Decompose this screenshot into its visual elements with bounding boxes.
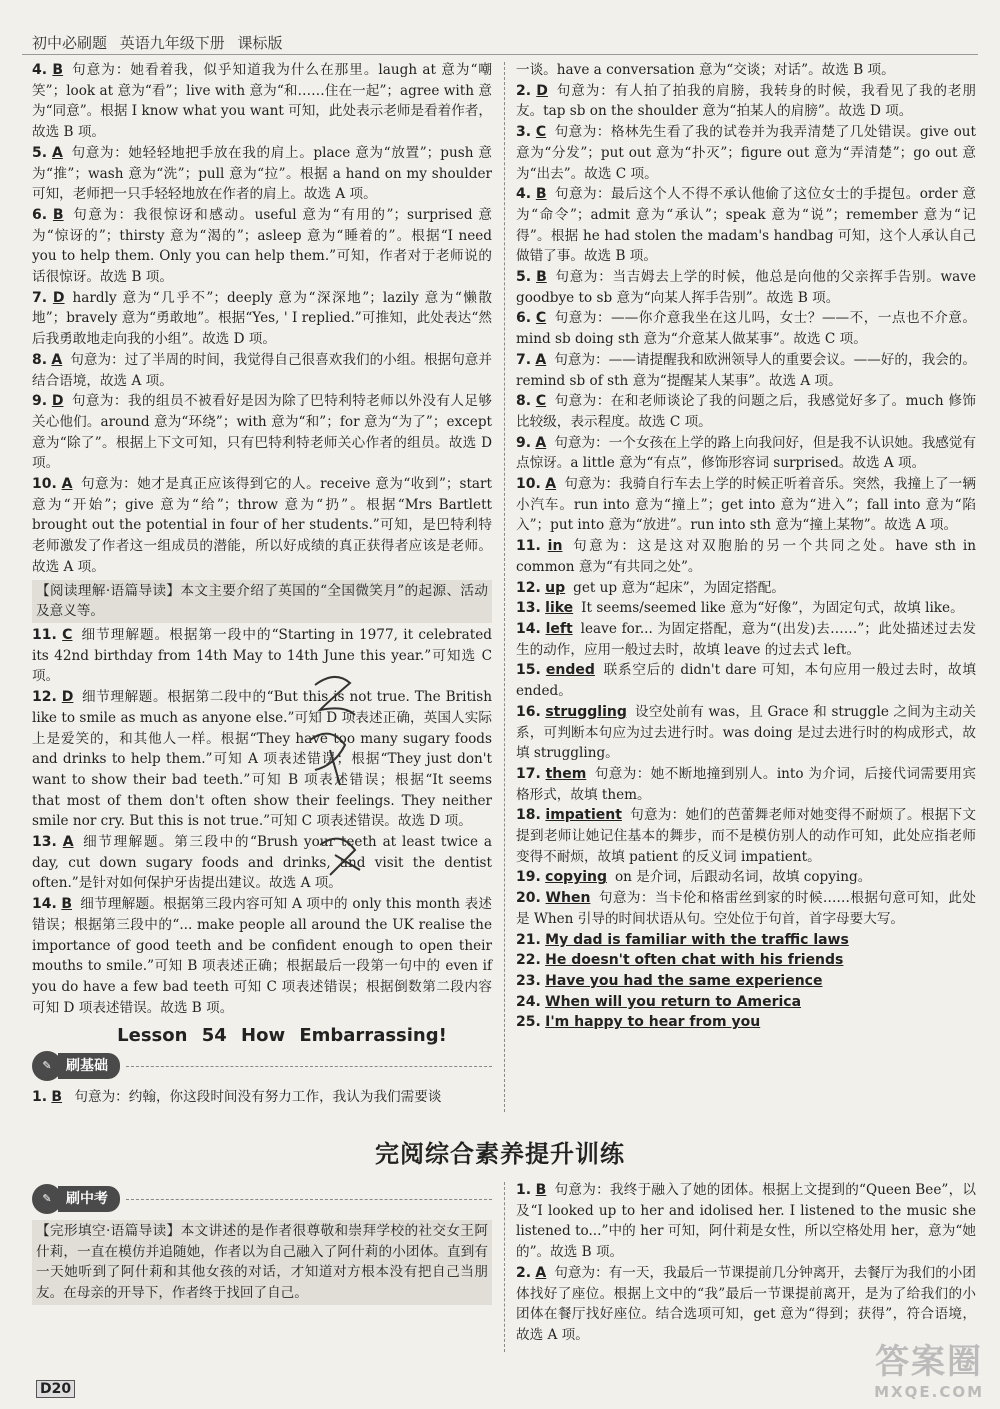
item-explanation: 句意为：这是这对双胞胎的另一个共同之处。have sth in common 意为“有共同之处”。 — [516, 538, 976, 575]
item-number: 21. — [516, 931, 541, 948]
item-answer: I'm happy to hear from you — [545, 1014, 761, 1031]
section-title: 完阅综合素养提升训练 — [375, 1140, 625, 1168]
item-number: 17. — [516, 765, 541, 782]
item-number: 12. — [32, 689, 57, 706]
answer-item — [32, 894, 492, 1018]
item-answer: B — [52, 62, 64, 78]
header-rule — [22, 54, 978, 55]
item-number: 5. — [516, 269, 532, 286]
answer-item — [516, 992, 976, 1013]
running-header: 初中必刷题 英语九年级下册 课标版 — [32, 34, 283, 52]
item-answer: C — [535, 393, 547, 410]
item-number: 1. — [32, 1089, 48, 1106]
answer-item — [516, 971, 976, 992]
item-explanation: 句意为：我的组员不被看好是因为除了巴特利特老师以外没有人足够关心他们。around 意为“环绕”；with 意为“和”；for 意为“为了”；except 意为“除了”。根据上下文可知，只有巴特利特老师关心作者的组员。故选 D 项。 — [32, 393, 492, 472]
item-answer: like — [545, 600, 574, 617]
answer-item — [32, 288, 492, 350]
item-number: 5. — [32, 144, 48, 161]
answer-item — [32, 1087, 492, 1108]
answer-item — [516, 433, 976, 474]
item-number: 7. — [32, 289, 48, 306]
answer-item — [516, 1180, 976, 1263]
answer-item — [516, 888, 976, 929]
item-number: 8. — [32, 351, 48, 368]
item-answer: in — [547, 538, 563, 555]
item-number: 9. — [516, 434, 532, 451]
item-explanation: 细节理解题。根据第一段中的“Starting in 1977, it celebrated its 42nd birthday from 14th May to 14th June this year.”可知选 C 项。 — [32, 626, 492, 685]
item-number: 18. — [516, 807, 541, 824]
item-answer: B — [52, 206, 64, 223]
answer-item — [516, 805, 976, 867]
item-explanation: get up 意为“起床”，为固定搭配。 — [573, 579, 785, 596]
item-explanation: 句意为：在和老师谈论了我的问题之后，我感觉好多了。much 修饰比较级，表示程度。故选 C 项。 — [516, 393, 976, 430]
answer-item — [516, 308, 976, 349]
watermark — [874, 1334, 984, 1401]
item-explanation: 联系空后的 didn't dare 可知，本句应用一般过去时，故填 ended。 — [516, 662, 976, 700]
item-number: 7. — [516, 351, 532, 368]
tag-rule — [126, 1199, 492, 1200]
item-answer: B — [535, 186, 547, 203]
item-answer: D — [61, 689, 74, 706]
answer-item — [516, 122, 976, 184]
answer-item — [32, 832, 492, 894]
item-explanation: 句意为：约翰，你这段时间没有努力工作，我认为我们需要谈 — [74, 1089, 442, 1106]
answer-item — [516, 184, 976, 267]
item-number: 24. — [516, 993, 541, 1010]
section-tag-label: 刷基础 — [58, 1053, 120, 1080]
watermark-sub: MXQE.COM — [874, 1383, 984, 1401]
item-explanation: It seems/seemed like 意为“好像”，为固定句式，故填 like。 — [581, 600, 964, 617]
item-answer: B — [535, 1182, 547, 1198]
item-explanation: 句意为：她才是真正应该得到它的人。receive 意为“收到”；start 意为“开始”；give 意为“给”；throw 意为“扔”。根据“Mrs Bartlett brought out the potential in four of her students.”可知，是巴特利特老师激发了作者这一组成员的潜能，所以好成绩的真正获得者应该是老师。故选 A 项。 — [32, 476, 493, 575]
cloze-intro: 【完形填空·语篇导读】本文讲述的是作者很尊敬和崇拜学校的社交女王阿什莉，一直在模仿并追随她，作者以为自己融入了阿什莉的小团体。直到有一天她听到了阿什莉和其他女孩的对话，才知道对方根本没有把自己当朋友。在母亲的开导下，作者终于找回了自己。 — [32, 1220, 492, 1305]
item-number: 11. — [516, 538, 541, 555]
item-explanation: 句意为：当卡伦和格雷丝到家的时候……根据句意可知，此处是 When 引导的时间状语从句。空处位于句首，首字母要大写。 — [516, 890, 976, 927]
item-number: 12. — [516, 579, 541, 596]
item-number: 25. — [516, 1014, 541, 1031]
item-answer: B — [536, 269, 547, 286]
pencil-badge-icon: ✎ — [32, 1184, 62, 1214]
answer-item — [516, 1012, 976, 1033]
item-number: 23. — [516, 972, 541, 989]
item-answer: A — [535, 351, 547, 368]
item-answer: A — [52, 144, 63, 161]
answer-item — [32, 350, 492, 391]
item-answer: When will you return to America — [545, 993, 802, 1010]
item-answer: B — [51, 1089, 63, 1106]
left-column — [32, 60, 492, 1108]
item-number: 6. — [516, 310, 532, 327]
item-number: 13. — [516, 600, 541, 617]
item-explanation: 句意为：我终于融入了她的团体。根据上文提到的“Queen Bee”，以及“I looked up to her and idolised her. I listened to the music she listened to...”中的 her 可知，阿什莉是女性，所以空格处用 her，意为“她的”。故选 B 项。 — [516, 1182, 976, 1261]
right-column — [516, 60, 976, 1033]
item-answer: struggling — [545, 703, 627, 720]
item-number: 1. — [516, 1182, 532, 1198]
item-explanation: 细节理解题。根据第三段内容可知 A 项中的 only this month 表述错误；根据第三段中的“... make people all around the UK realise the importance of good teeth and be confident enough to open their mouths to smile.”可知 B 项表述正确；根据最后一段第一句中的 even if you do have a few bad teeth 可知 C 项表述错误；根据倒数第二段内容可知 D 项表述错误。故选 B 项。 — [32, 896, 492, 1016]
item-number: 10. — [516, 476, 541, 493]
item-number: 10. — [32, 476, 57, 493]
item-explanation: 设空处前有 was，且 Grace 和 struggle 之间为主动关系，可判断本句应为过去进行时。was doing 是过去进行时的构成形式，故填 struggling。 — [516, 703, 976, 762]
answer-item — [516, 930, 976, 951]
lower-left-column — [32, 1180, 492, 1307]
pencil-badge-icon: ✎ — [32, 1051, 62, 1081]
item-answer: Have you had the same experience — [545, 972, 823, 989]
item-explanation: 句意为：——你介意我坐在这儿吗，女士？——不，一点也不介意。mind sb doing sth 意为“介意某人做某事”。故选 C 项。 — [516, 310, 976, 348]
answer-item — [516, 660, 976, 701]
item-number: 2. — [516, 1264, 532, 1281]
continued-text: 一谈。have a conversation 意为“交谈；对话”。故选 B 项。 — [516, 62, 895, 78]
item-answer: When — [545, 890, 591, 907]
answer-item — [516, 578, 976, 599]
item-explanation: 句意为：当吉姆去上学的时候，他总是向他的父亲挥手告别。wave goodbye to sb 意为“向某人挥手告别”。故选 B 项。 — [516, 269, 976, 306]
item-number: 4. — [516, 186, 532, 203]
item-number: 2. — [516, 82, 532, 99]
item-explanation: leave for... 为固定搭配，意为“(出发)去……”；此处描述过去发生的动作，应用一般过去时，故填 leave 的过去式 left。 — [516, 620, 976, 658]
item-explanation: 句意为：有一天，我最后一节课提前几分钟离开，去餐厅为我们的小团体找好了座位。根据上文中的“我”最后一节课提前离开，是为了给我们的小团体在餐厅找好座位。结合选项可知，get 意为“得到；获得”，符合语境，故选 A 项。 — [516, 1264, 977, 1343]
answer-item — [516, 81, 976, 122]
lower-right-column — [516, 1180, 976, 1346]
item-answer: ended — [545, 662, 595, 679]
answer-item — [516, 536, 976, 577]
item-explanation: 句意为：过了半周的时间，我觉得自己很喜欢我们的小组。根据句意并结合语境，故选 A 项。 — [32, 351, 493, 389]
item-number: 15. — [516, 662, 541, 679]
item-explanation: 句意为：格林先生看了我的试卷并为我弄清楚了几处错误。give out 意为“分发”；put out 意为“扑灭”；figure out 意为“弄清楚”；go out 意为“出去”。故选 C 项。 — [516, 124, 977, 182]
answer-item — [32, 60, 492, 143]
column-divider-lower — [504, 1182, 505, 1352]
item-explanation: 句意为：我很惊讶和感动。useful 意为“有用的”；surprised 意为“惊讶的”；thirsty 意为“渴的”；asleep 意为“睡着的”。根据“I need you to help them. Only you can help them.”可知，作者对于老师说的话很惊讶。故选 B 项。 — [32, 206, 492, 286]
answer-item — [516, 702, 976, 764]
tag-rule — [126, 1066, 492, 1067]
item-answer: B — [61, 896, 73, 913]
item-explanation: 句意为：她们的芭蕾舞老师对她变得不耐烦了。根据下文提到老师让她记住基本的舞步，而不是模仿别人的动作可知，此处应指老师变得不耐烦，故填 patient 的反义词 impatient。 — [516, 807, 976, 865]
item-answer: C — [62, 626, 73, 643]
answer-item — [32, 391, 492, 474]
item-number: 14. — [516, 620, 541, 637]
item-number: 14. — [32, 896, 57, 913]
item-answer: C — [535, 310, 547, 327]
item-answer: He doesn't often chat with his friends — [545, 952, 844, 969]
item-answer: A — [62, 834, 74, 851]
answer-item — [516, 267, 976, 308]
item-number: 11. — [32, 626, 57, 643]
item-answer: A — [535, 1264, 547, 1281]
item-number: 19. — [516, 869, 541, 886]
section-tag-label: 刷中考 — [58, 1186, 120, 1213]
item-number: 4. — [32, 62, 48, 78]
reading-intro: 【阅读理解·语篇导读】本文主要介绍了英国的“全国微笑月”的起源、活动及意义等。 — [32, 580, 492, 623]
item-explanation: 句意为：她看着我，似乎知道我为什么在那里。laugh at 意为“嘲笑”；look at 意为“看”；live with 意为“和……住在一起”；agree with 意为“同意”。根据 I know what you want 可知，此处表示老师是看着作者，故选 B 项。 — [32, 62, 493, 141]
item-answer: A — [535, 434, 547, 451]
item-number: 16. — [516, 703, 541, 720]
item-answer: D — [536, 82, 548, 99]
item-answer: A — [545, 476, 557, 493]
item-explanation: 句意为：她轻轻地把手放在我的肩上。place 意为“放置”；push 意为“推”；wash 意为“洗”；pull 意为“拉”。根据 a hand on my shoulder 可知，老师把一只手轻轻地放在作者的肩上。故选 A 项。 — [32, 144, 492, 203]
item-answer: D — [52, 289, 65, 306]
item-explanation: 细节理解题。根据第二段中的“But this is not true. The British like to smile as much as anyone else.”可知 D 项表述正确，英国人实际上是爱笑的，和其他人一样。根据“They have too many sugary foods and drinks to help them.”可知 A 项表述错误；根据“They just don't want to show their bad teeth.”可知 B 项表述错误；根据“It seems that most of them don't often show their feelings. They neither smile nor cry. But this is not true.”可知 C 项表述错误。故选 D 项。 — [32, 689, 492, 830]
item-explanation: 句意为：——请提醒我和欧洲领导人的重要会议。——好的，我会的。remind sb of sth 意为“提醒某人某事”。故选 A 项。 — [516, 351, 977, 389]
answer-item — [32, 474, 492, 578]
item-number: 8. — [516, 393, 532, 410]
item-answer: A — [51, 351, 63, 368]
item-explanation: 细节理解题。第三段中的“Brush your teeth at least twice a day, cut down sugary foods and drinks, and visit the dentist often.”是针对如何保护牙齿提出建议。故选 A 项。 — [32, 834, 492, 892]
answer-item — [516, 950, 976, 971]
section-tag-exam — [32, 1184, 492, 1214]
item-answer: C — [535, 124, 547, 141]
item-answer: My dad is familiar with the traffic laws — [545, 931, 849, 948]
lesson-title: Lesson 54 How Embarrassing! — [117, 1025, 447, 1047]
item-answer: copying — [545, 869, 607, 886]
answer-item — [516, 867, 976, 888]
answer-item — [32, 687, 492, 832]
watermark-main: 答案圈 — [875, 1342, 984, 1382]
item-answer: impatient — [545, 807, 622, 824]
item-number: 13. — [32, 834, 57, 851]
answer-item — [516, 391, 976, 432]
column-divider — [504, 62, 505, 1112]
item-number: 3. — [516, 124, 532, 141]
item-explanation: on 是介词，后跟动名词，故填 copying。 — [615, 869, 872, 886]
item-explanation: 句意为：有人拍了拍我的肩膀，我转身的时候，我看见了我的老朋友。tap sb on the shoulder 意为“拍某人的肩膀”。故选 D 项。 — [516, 82, 976, 120]
answer-item — [32, 143, 492, 205]
item-number: 20. — [516, 890, 541, 907]
item-explanation: hardly 意为“几乎不”；deeply 意为“深深地”；lazily 意为“懒散地”；bravely 意为“勇敢地”。根据“Yes, ' I replied.”可推知，此处表达“然后我勇敢地走向我的小组”。故选 D 项。 — [32, 289, 493, 348]
item-explanation: 句意为：我骑自行车去上学的时候正听着音乐。突然，我撞上了一辆小汽车。run into 意为“撞上”；get into 意为“进入”；fall into 意为“陷入”；put into 意为“放进”。run into sth 意为“撞上某物”。故选 A 项。 — [516, 476, 977, 534]
answer-item — [516, 619, 976, 660]
answer-item — [516, 764, 976, 805]
item-explanation: 句意为：一个女孩在上学的路上向我问好，但是我不认识她。我感觉有点惊讶。a little 意为“有点”，修饰形容词 surprised。故选 A 项。 — [516, 434, 977, 472]
item-explanation: 句意为：最后这个人不得不承认他偷了这位女士的手提包。order 意为“命令”；admit 意为“承认”；speak 意为“说”；remember 意为“记得”。根据 he had stolen the madam's handbag 可知，这个人承认自己做错了事。故选 B 项。 — [516, 186, 976, 265]
answer-item — [516, 598, 976, 619]
answer-item — [32, 625, 492, 687]
item-answer: up — [545, 579, 566, 596]
item-number: 6. — [32, 206, 48, 223]
item-answer: left — [545, 620, 573, 637]
item-answer: them — [545, 765, 587, 782]
item-number: 9. — [32, 393, 48, 410]
item-explanation: 句意为：她不断地撞到别人。into 为介词，后接代词需要用宾格形式，故填 them。 — [516, 765, 976, 803]
item-answer: D — [51, 393, 64, 410]
answer-item — [516, 474, 976, 536]
item-number: 22. — [516, 952, 541, 969]
item-answer: A — [61, 476, 73, 493]
answer-item — [516, 350, 976, 391]
page-number: D20 — [36, 1380, 75, 1398]
section-tag-basic — [32, 1051, 492, 1081]
answer-item — [32, 205, 492, 288]
